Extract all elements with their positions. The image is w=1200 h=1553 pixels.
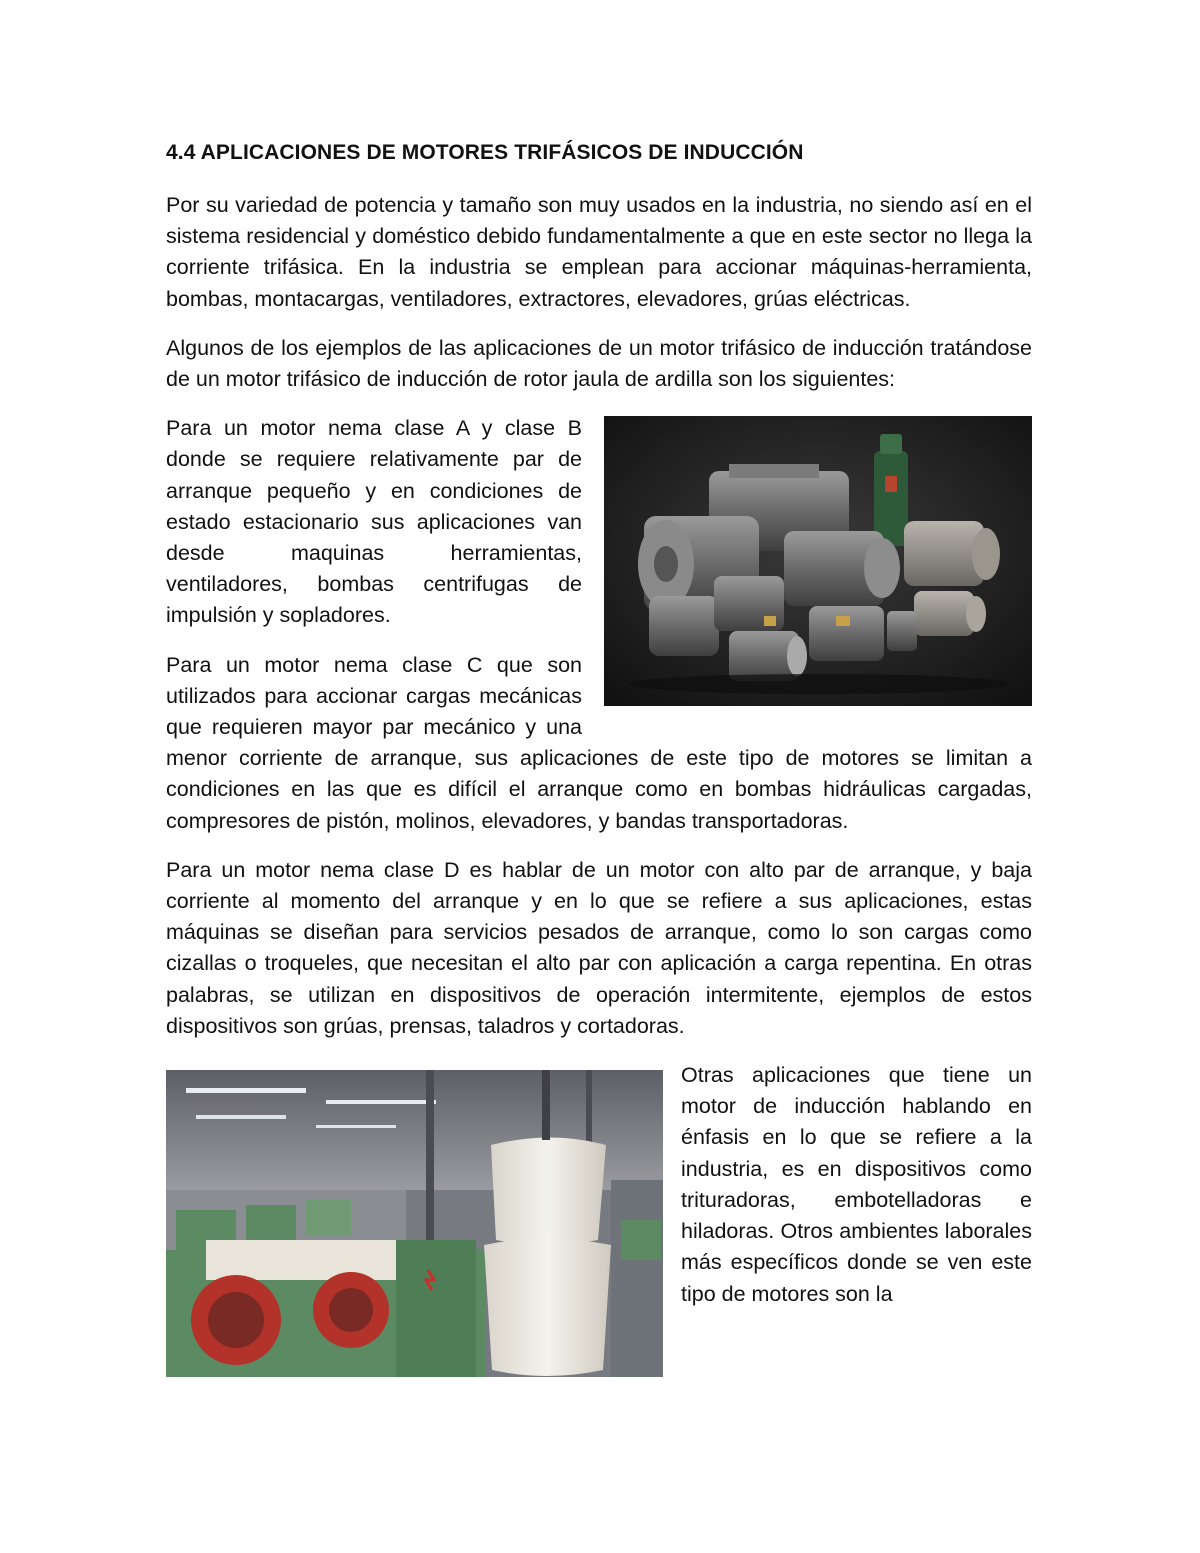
paragraph-other-applications: Otras aplicaciones que tiene un motor de inducción hablando en énfasis en lo que se refiere a la industria, es en dispositivos como trituradoras, embotelladoras e hiladoras. Otros ambientes laborales más específicos donde se ven este tipo de motores son la <box>681 1063 1032 1306</box>
paragraph-nema-ab: Para un motor nema clase A y clase B donde se requiere relativamente par de arranque pequeño y en condiciones de estado estacionario sus aplicaciones van desde maquinas herramientas, ventiladores, bombas centrifugas de impulsión y sopladores. <box>166 416 582 628</box>
paragraph-examples: Algunos de los ejemplos de las aplicaciones de un motor trifásico de inducción tratándose de un motor trifásico de inducción de rotor jaula de ardilla son los siguientes: <box>166 335 1032 392</box>
document-body <box>166 138 1032 1387</box>
paragraph-intro: Por su variedad de potencia y tamaño son muy usados en la industria, no siendo así en el sistema residencial y doméstico debido fundamentalmente a que en este sector no llega la corriente trifásica. En la industria se emplean para accionar máquinas-herramienta, bombas, montacargas, ventiladores, extractores, elevadores, grúas eléctricas. <box>166 193 1032 311</box>
motors-photo <box>604 416 1032 706</box>
paragraph-nema-d: Para un motor nema clase D es hablar de un motor con alto par de arranque, y baja corriente al momento del arranque y en lo que se refiere a sus aplicaciones, estas máquinas se diseñan para servicios pesados de arranque, como lo son cargas como cizallas o troqueles, que necesitan el alto par con aplicación a carga repentina. En otras palabras, se utilizan en dispositivos de operación intermitente, ejemplos de estos dispositivos son grúas, prensas, taladros y cortadoras. <box>166 857 1032 1038</box>
paragraph-nema-c: Para un motor nema clase C que son utilizados para accionar cargas mecánicas que requieren mayor par mecánico y una menor corriente de arranque, sus aplicaciones de este tipo de motores se limitan a condiciones en las que es difícil el arranque como en bombas hidráulicas cargadas, compresores de pistón, molinos, elevadores, y bandas transportadoras. <box>166 652 1032 833</box>
section-heading: 4.4 APLICACIONES DE MOTORES TRIFÁSICOS DE INDUCCIÓN <box>166 141 804 164</box>
textile-factory-photo <box>166 1070 663 1377</box>
